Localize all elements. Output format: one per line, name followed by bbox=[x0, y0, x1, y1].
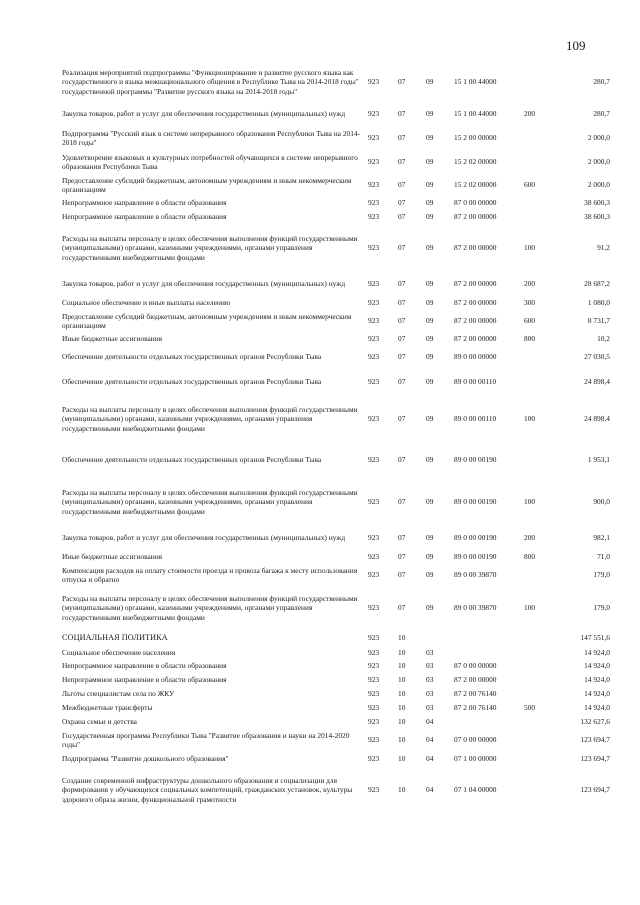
row-csr bbox=[454, 630, 524, 646]
row-section: 10 bbox=[398, 703, 406, 713]
row-code: 923 bbox=[368, 633, 380, 643]
row-name: Обеспечение деятельности отдельных государственных органов Республики Тыва bbox=[62, 352, 322, 362]
row-section: 10 bbox=[398, 633, 406, 643]
row-section: 07 bbox=[398, 279, 406, 289]
table-body bbox=[62, 62, 610, 813]
row-section: 10 bbox=[398, 785, 406, 795]
row-sum: 2 000,0 bbox=[587, 157, 610, 167]
row-vr bbox=[524, 150, 554, 174]
row-sum: 132 627,6 bbox=[580, 717, 610, 727]
row-name: Обеспечение деятельности отдельных государственных органов Республики Тыва bbox=[62, 377, 322, 387]
row-code: 923 bbox=[368, 689, 380, 699]
row-sum: 10,2 bbox=[597, 334, 610, 344]
table-row bbox=[62, 550, 610, 564]
row-sum: 14 924,0 bbox=[584, 703, 610, 713]
table-row bbox=[62, 586, 610, 630]
row-section: 07 bbox=[398, 316, 406, 326]
row-csr: 15 2 02 00000 bbox=[454, 157, 497, 167]
table-row bbox=[62, 62, 610, 102]
row-vr: 200 bbox=[524, 533, 536, 543]
table-row bbox=[62, 715, 610, 729]
row-vr bbox=[524, 630, 554, 646]
row-code: 923 bbox=[368, 279, 380, 289]
row-code: 923 bbox=[368, 377, 380, 387]
row-section: 10 bbox=[398, 689, 406, 699]
row-subsection: 09 bbox=[426, 316, 434, 326]
row-section: 07 bbox=[398, 109, 406, 119]
row-vr: 300 bbox=[524, 298, 536, 308]
row-subsection: 09 bbox=[426, 334, 434, 344]
row-code: 923 bbox=[368, 316, 380, 326]
row-code: 923 bbox=[368, 703, 380, 713]
row-subsection: 04 bbox=[426, 785, 434, 795]
row-subsection bbox=[426, 630, 454, 646]
row-section: 07 bbox=[398, 533, 406, 543]
row-section: 07 bbox=[398, 414, 406, 424]
row-vr bbox=[524, 210, 554, 224]
row-code: 923 bbox=[368, 298, 380, 308]
row-vr bbox=[524, 767, 554, 813]
row-sum: 1 953,1 bbox=[587, 455, 610, 465]
table-row bbox=[62, 564, 610, 586]
row-csr: 87 2 00 00000 bbox=[454, 298, 497, 308]
row-sum: 28 687,2 bbox=[584, 279, 610, 289]
row-name: Иные бюджетные ассигнования bbox=[62, 334, 163, 344]
row-subsection: 09 bbox=[426, 180, 434, 190]
row-csr: 87 0 00 00000 bbox=[454, 198, 497, 208]
row-vr bbox=[524, 659, 554, 673]
row-csr: 87 2 00 76140 bbox=[454, 703, 497, 713]
row-section: 07 bbox=[398, 377, 406, 387]
table-row bbox=[62, 526, 610, 550]
table-row bbox=[62, 210, 610, 224]
row-section: 07 bbox=[398, 180, 406, 190]
row-code: 923 bbox=[368, 157, 380, 167]
row-section: 07 bbox=[398, 77, 406, 87]
row-sum: 280,7 bbox=[593, 77, 610, 87]
row-code: 923 bbox=[368, 717, 380, 727]
table-row bbox=[62, 729, 610, 751]
row-code: 923 bbox=[368, 785, 380, 795]
row-name: Расходы на выплаты персоналу в целях обеспечения выполнения функций государственными (муниципальными) органами, казенными учреждениями, органами управления государственными внебюджетными фондами bbox=[62, 234, 358, 262]
row-section: 07 bbox=[398, 455, 406, 465]
row-name: Обеспечение деятельности отдельных государственных органов Республики Тыва bbox=[62, 455, 322, 465]
row-section: 10 bbox=[398, 735, 406, 745]
row-csr: 89 0 00 39870 bbox=[454, 603, 497, 613]
table-row bbox=[62, 767, 610, 813]
row-section: 10 bbox=[398, 717, 406, 727]
row-name: Непрограммное направление в области образования bbox=[62, 661, 227, 671]
row-sum: 27 030,5 bbox=[584, 352, 610, 362]
page-number: 109 bbox=[566, 38, 586, 53]
row-subsection: 03 bbox=[426, 647, 434, 657]
row-vr: 100 bbox=[524, 603, 536, 613]
row-vr: 100 bbox=[524, 243, 536, 253]
row-csr bbox=[454, 646, 524, 659]
row-code: 923 bbox=[368, 533, 380, 543]
row-name: Подпрограмма "Русский язык в системе непрерывного образования Республики Тыва на 2014-2018 годы" bbox=[62, 128, 361, 147]
row-name: Иные бюджетные ассигнования bbox=[62, 552, 163, 562]
row-section: 07 bbox=[398, 157, 406, 167]
row-sum: 14 924,0 bbox=[584, 689, 610, 699]
row-code: 923 bbox=[368, 352, 380, 362]
row-vr bbox=[524, 196, 554, 210]
row-csr: 87 2 00 00000 bbox=[454, 334, 497, 344]
row-name: Государственная программа Республики Тыва "Развитие образования и науки на 2014-2020 годы" bbox=[62, 730, 350, 749]
row-sum: 900,0 bbox=[593, 497, 610, 507]
row-sum: 123 694,7 bbox=[580, 785, 610, 795]
row-csr: 87 2 00 00000 bbox=[454, 279, 497, 289]
row-subsection: 09 bbox=[426, 570, 434, 580]
table-row bbox=[62, 687, 610, 701]
row-csr: 15 1 00 44000 bbox=[454, 77, 497, 87]
table-row bbox=[62, 126, 610, 150]
row-vr: 800 bbox=[524, 334, 536, 344]
table-row bbox=[62, 701, 610, 715]
row-name: Непрограммное направление в области образования bbox=[62, 212, 227, 222]
row-vr: 500 bbox=[524, 703, 536, 713]
table-row bbox=[62, 102, 610, 126]
row-name: Реализация мероприятий подпрограммы "Функционирование и развитие русского языка как государственного и языка межнационального общения в Республике Тыва на 2014-2018 годы" государственной программы "Развитие русского языка на 2014-2018 годы" bbox=[62, 68, 359, 96]
row-section: 07 bbox=[398, 497, 406, 507]
row-csr: 89 0 00 00190 bbox=[454, 455, 497, 465]
row-vr bbox=[524, 729, 554, 751]
table-row bbox=[62, 646, 610, 659]
table-row bbox=[62, 174, 610, 196]
row-code: 923 bbox=[368, 647, 380, 657]
row-subsection: 03 bbox=[426, 675, 434, 685]
row-name: Расходы на выплаты персоналу в целях обеспечения выполнения функций государственными (муниципальными) органами, казенными учреждениями, органами управления государственными внебюджетными фондами bbox=[62, 405, 358, 433]
row-sum: 8 731,7 bbox=[587, 316, 610, 326]
row-section: 10 bbox=[398, 661, 406, 671]
row-subsection: 04 bbox=[426, 717, 434, 727]
row-subsection: 03 bbox=[426, 703, 434, 713]
row-name: Непрограммное направление в области образования bbox=[62, 198, 227, 208]
row-name: Социальное обеспечение и иные выплаты населению bbox=[62, 298, 231, 308]
row-vr bbox=[524, 715, 554, 729]
row-section: 07 bbox=[398, 133, 406, 143]
row-subsection: 04 bbox=[426, 735, 434, 745]
row-code: 923 bbox=[368, 414, 380, 424]
row-vr bbox=[524, 126, 554, 150]
row-csr: 07 1 00 00000 bbox=[454, 754, 497, 764]
row-csr: 89 0 00 00190 bbox=[454, 552, 497, 562]
row-csr: 89 0 00 00110 bbox=[454, 414, 497, 424]
row-code: 923 bbox=[368, 180, 380, 190]
row-section: 07 bbox=[398, 198, 406, 208]
row-csr: 89 0 00 00190 bbox=[454, 497, 497, 507]
row-subsection: 09 bbox=[426, 533, 434, 543]
table-row bbox=[62, 196, 610, 210]
row-sum: 71,0 bbox=[597, 552, 610, 562]
row-vr: 200 bbox=[524, 279, 536, 289]
row-code: 923 bbox=[368, 497, 380, 507]
row-vr bbox=[524, 62, 554, 102]
table-row bbox=[62, 150, 610, 174]
row-code: 923 bbox=[368, 243, 380, 253]
row-code: 923 bbox=[368, 334, 380, 344]
row-subsection: 09 bbox=[426, 352, 434, 362]
row-csr: 15 1 00 44000 bbox=[454, 109, 497, 119]
row-csr: 89 0 00 00000 bbox=[454, 352, 497, 362]
row-vr bbox=[524, 673, 554, 687]
row-code: 923 bbox=[368, 198, 380, 208]
row-code: 923 bbox=[368, 754, 380, 764]
row-section: 10 bbox=[398, 754, 406, 764]
row-name: Закупка товаров, работ и услуг для обеспечения государственных (муниципальных) нужд bbox=[62, 279, 346, 289]
row-sum: 14 924,0 bbox=[584, 661, 610, 671]
row-section: 07 bbox=[398, 334, 406, 344]
table-row bbox=[62, 296, 610, 310]
row-section: 07 bbox=[398, 298, 406, 308]
row-name: Создание современной инфраструктуры дошкольного образования и социализации для формирования у обучающихся социальных компетенций, гражданских установок, культуры здорового образа жизни, функциональной грамотности bbox=[62, 776, 353, 804]
row-subsection: 09 bbox=[426, 455, 434, 465]
row-name: Непрограммное направление в области образования bbox=[62, 675, 227, 685]
row-vr bbox=[524, 646, 554, 659]
row-sum: 14 924,0 bbox=[584, 675, 610, 685]
row-name: Закупка товаров, работ и услуг для обеспечения государственных (муниципальных) нужд bbox=[62, 533, 346, 543]
row-sum: 123 694,7 bbox=[580, 754, 610, 764]
row-code: 923 bbox=[368, 661, 380, 671]
row-vr bbox=[524, 346, 554, 368]
row-code: 923 bbox=[368, 133, 380, 143]
row-csr: 07 0 00 00000 bbox=[454, 735, 497, 745]
row-code: 923 bbox=[368, 570, 380, 580]
row-code: 923 bbox=[368, 552, 380, 562]
row-subsection: 09 bbox=[426, 603, 434, 613]
row-name: Удовлетворение языковых и культурных потребностей обучающихся в системе непрерывного образования Республики Тыва bbox=[62, 152, 358, 171]
row-sum: 2 000,0 bbox=[587, 133, 610, 143]
row-csr: 87 2 00 00000 bbox=[454, 316, 497, 326]
row-subsection: 09 bbox=[426, 279, 434, 289]
row-name: Предоставление субсидий бюджетным, автономным учреждениям и иным некоммерческим организациям bbox=[62, 311, 352, 330]
row-vr: 800 bbox=[524, 552, 536, 562]
row-name: СОЦИАЛЬНАЯ ПОЛИТИКА bbox=[62, 633, 168, 643]
row-code: 923 bbox=[368, 77, 380, 87]
row-code: 923 bbox=[368, 212, 380, 222]
row-sum: 38 600,3 bbox=[584, 198, 610, 208]
row-vr: 600 bbox=[524, 316, 536, 326]
table-row bbox=[62, 630, 610, 646]
table-row bbox=[62, 396, 610, 442]
row-sum: 280,7 bbox=[593, 109, 610, 119]
row-name: Межбюджетные трансферты bbox=[62, 703, 153, 713]
row-vr bbox=[524, 368, 554, 396]
table-row bbox=[62, 659, 610, 673]
row-name: Подпрограмма "Развитие дошкольного образования" bbox=[62, 754, 229, 764]
table-row bbox=[62, 478, 610, 526]
row-sum: 24 898,4 bbox=[584, 377, 610, 387]
table-row bbox=[62, 332, 610, 346]
row-vr: 200 bbox=[524, 109, 536, 119]
table-row bbox=[62, 224, 610, 272]
row-vr bbox=[524, 442, 554, 478]
row-code: 923 bbox=[368, 603, 380, 613]
table-row bbox=[62, 310, 610, 332]
row-sum: 179,0 bbox=[593, 570, 610, 580]
row-vr bbox=[524, 751, 554, 767]
row-csr: 87 2 00 76140 bbox=[454, 689, 497, 699]
row-code: 923 bbox=[368, 455, 380, 465]
row-name: Расходы на выплаты персоналу в целях обеспечения выполнения функций государственными (муниципальными) органами, казенными учреждениями, органами управления государственными внебюджетными фондами bbox=[62, 594, 358, 622]
row-csr: 87 0 00 00000 bbox=[454, 661, 497, 671]
row-sum: 123 694,7 bbox=[580, 735, 610, 745]
table-row bbox=[62, 272, 610, 296]
row-sum: 91,2 bbox=[597, 243, 610, 253]
row-code: 923 bbox=[368, 735, 380, 745]
row-vr: 100 bbox=[524, 497, 536, 507]
row-subsection: 09 bbox=[426, 198, 434, 208]
row-csr: 87 2 00 00000 bbox=[454, 675, 497, 685]
row-csr bbox=[454, 715, 524, 729]
row-subsection: 09 bbox=[426, 414, 434, 424]
row-section: 07 bbox=[398, 552, 406, 562]
table-row bbox=[62, 751, 610, 767]
table-row bbox=[62, 346, 610, 368]
row-name: Социальное обеспечение населения bbox=[62, 647, 176, 657]
row-name: Льготы специалистам села по ЖКУ bbox=[62, 689, 175, 699]
row-csr: 89 0 00 00190 bbox=[454, 533, 497, 543]
row-csr: 07 1 04 00000 bbox=[454, 785, 497, 795]
row-name: Расходы на выплаты персоналу в целях обеспечения выполнения функций государственными (муниципальными) органами, казенными учреждениями, органами управления государственными внебюджетными фондами bbox=[62, 488, 358, 516]
row-vr bbox=[524, 564, 554, 586]
row-csr: 89 0 00 39870 bbox=[454, 570, 497, 580]
budget-table bbox=[62, 62, 610, 813]
row-name: Компенсация расходов на оплату стоимости проезда и провоза багажа к месту использования отпуска и обратно bbox=[62, 565, 358, 584]
row-sum: 1 080,0 bbox=[587, 298, 610, 308]
row-vr: 600 bbox=[524, 180, 536, 190]
row-sum: 147 551,6 bbox=[580, 633, 610, 643]
table-row bbox=[62, 442, 610, 478]
row-sum: 2 000,0 bbox=[587, 180, 610, 190]
row-code: 923 bbox=[368, 675, 380, 685]
row-section: 07 bbox=[398, 570, 406, 580]
row-csr: 89 0 00 00110 bbox=[454, 377, 497, 387]
row-section: 10 bbox=[398, 675, 406, 685]
row-subsection: 03 bbox=[426, 661, 434, 671]
row-subsection: 09 bbox=[426, 157, 434, 167]
row-subsection: 03 bbox=[426, 689, 434, 699]
row-csr: 87 2 00 00000 bbox=[454, 212, 497, 222]
row-subsection: 09 bbox=[426, 552, 434, 562]
row-section: 07 bbox=[398, 212, 406, 222]
row-vr: 100 bbox=[524, 414, 536, 424]
row-code: 923 bbox=[368, 109, 380, 119]
row-subsection: 09 bbox=[426, 298, 434, 308]
row-subsection: 09 bbox=[426, 212, 434, 222]
row-sum: 179,0 bbox=[593, 603, 610, 613]
row-name: Предоставление субсидий бюджетным, автономным учреждениям и иным некоммерческим организациям bbox=[62, 175, 352, 194]
row-name: Охрана семьи и детства bbox=[62, 717, 137, 727]
row-subsection: 09 bbox=[426, 133, 434, 143]
row-sum: 38 600,3 bbox=[584, 212, 610, 222]
row-subsection: 09 bbox=[426, 497, 434, 507]
row-subsection: 09 bbox=[426, 377, 434, 387]
row-section: 07 bbox=[398, 243, 406, 253]
row-subsection: 09 bbox=[426, 77, 434, 87]
row-section: 10 bbox=[398, 647, 406, 657]
row-subsection: 09 bbox=[426, 109, 434, 119]
row-csr: 87 2 00 00000 bbox=[454, 243, 497, 253]
row-subsection: 04 bbox=[426, 754, 434, 764]
row-sum: 982,1 bbox=[593, 533, 610, 543]
row-vr bbox=[524, 687, 554, 701]
row-name: Закупка товаров, работ и услуг для обеспечения государственных (муниципальных) нужд bbox=[62, 109, 346, 119]
row-sum: 14 924,0 bbox=[584, 647, 610, 657]
row-section: 07 bbox=[398, 352, 406, 362]
row-subsection: 09 bbox=[426, 243, 434, 253]
row-sum: 24 898,4 bbox=[584, 414, 610, 424]
table-row bbox=[62, 673, 610, 687]
row-section: 07 bbox=[398, 603, 406, 613]
table-row bbox=[62, 368, 610, 396]
row-csr: 15 2 02 00000 bbox=[454, 180, 497, 190]
row-csr: 15 2 00 00000 bbox=[454, 133, 497, 143]
